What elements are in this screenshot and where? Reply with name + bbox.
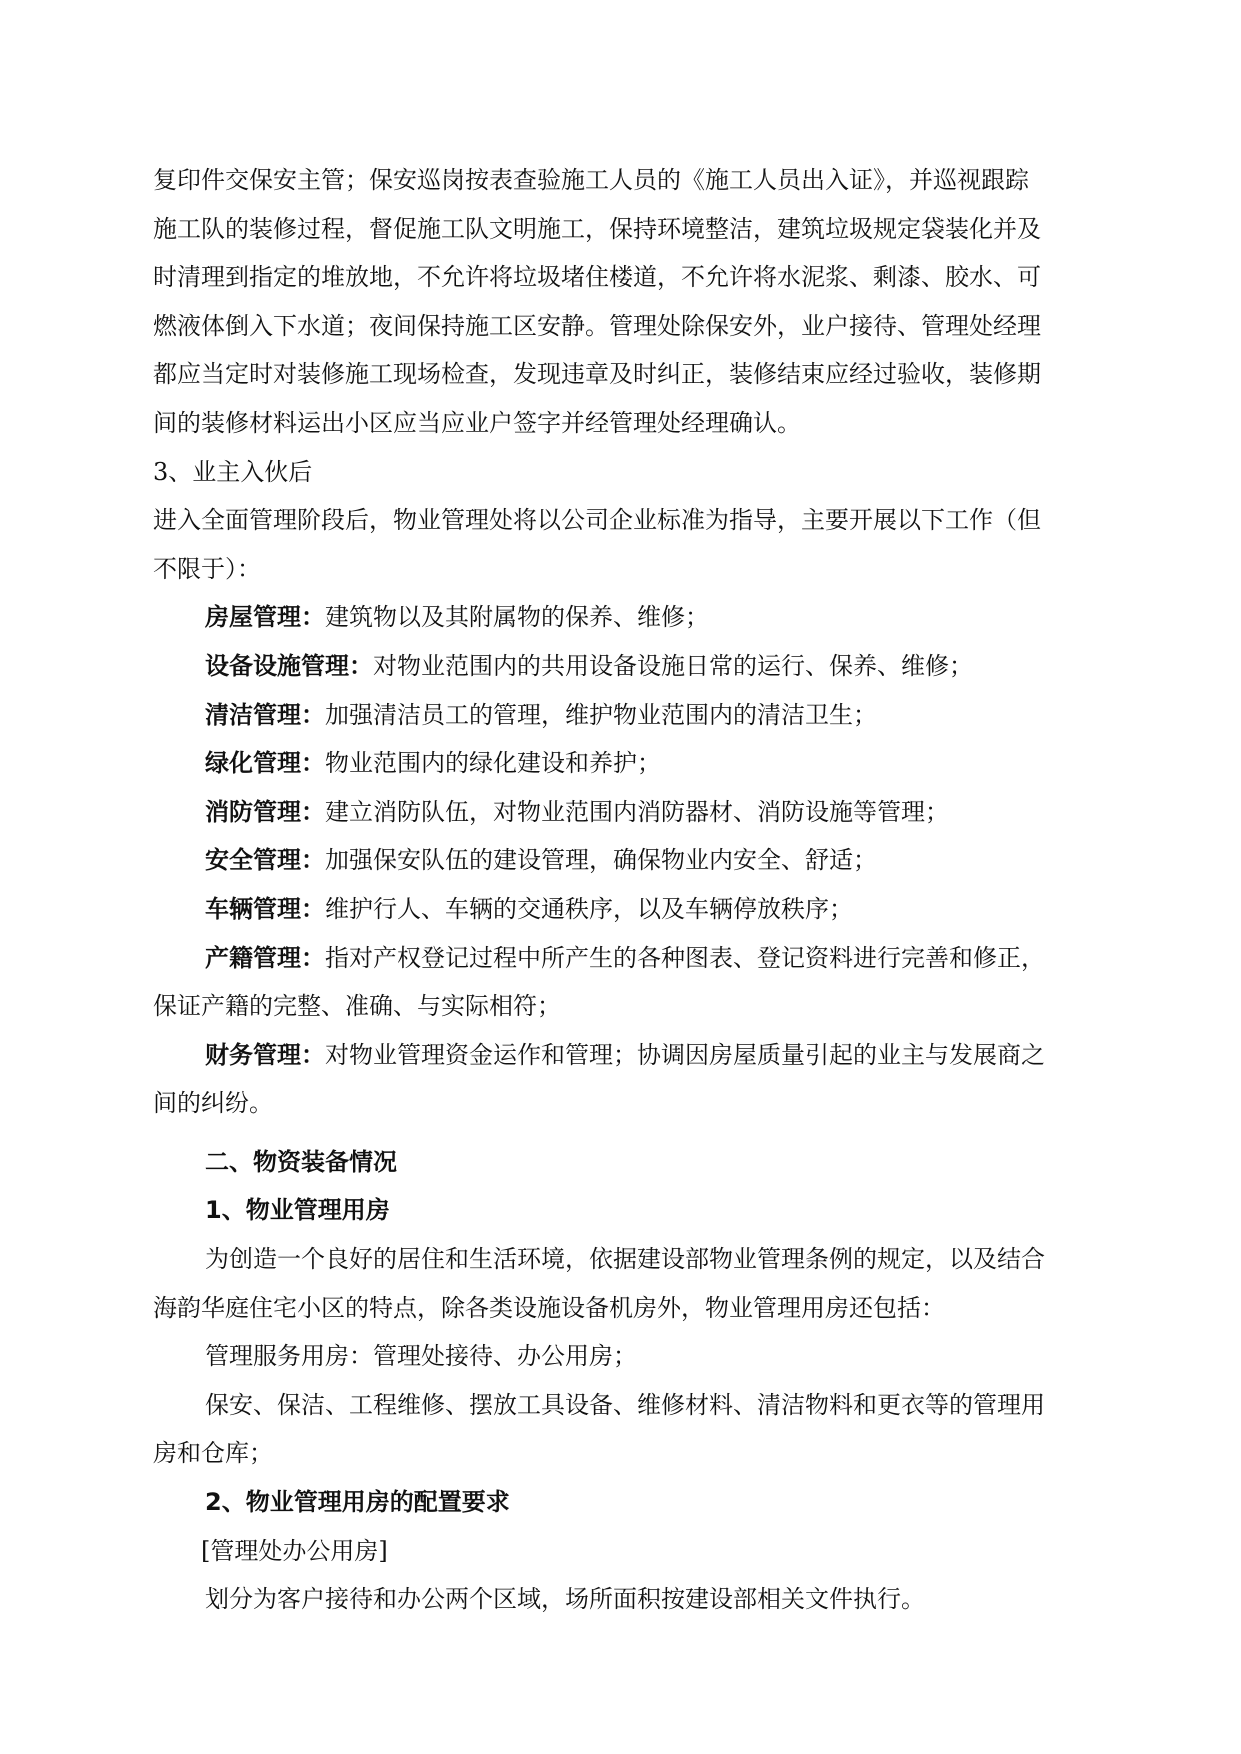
- item-desc-continued: 保证产籍的完整、准确、与实际相符；: [153, 992, 561, 1021]
- list-item-facilities: [153, 642, 1089, 691]
- body-line: 不限于）：: [153, 554, 261, 583]
- item-desc-continued: 间的纠纷。: [153, 1089, 273, 1118]
- list-item-security: [153, 836, 1089, 885]
- item-desc: 加强清洁员工的管理，维护物业范围内的清洁卫生；: [325, 700, 877, 729]
- section-heading-materials: 二、物资装备情况: [205, 1147, 397, 1176]
- body-line: 管理服务用房：管理处接待、办公用房；: [205, 1342, 637, 1371]
- item-term: 设备设施管理：: [205, 651, 373, 680]
- body-line: 时清理到指定的堆放地，不允许将垃圾堵住楼道，不允许将水泥浆、剩漆、胶水、可: [153, 263, 1041, 292]
- body-line: 保安、保洁、工程维修、摆放工具设备、维修材料、清洁物料和更衣等的管理用: [205, 1390, 1045, 1419]
- list-item-finance: [153, 1031, 1089, 1080]
- document-body: [153, 156, 1089, 1624]
- item-term: 房屋管理：: [205, 603, 325, 632]
- body-line: 海韵华庭住宅小区的特点，除各类设施设备机房外，物业管理用房还包括：: [153, 1293, 945, 1322]
- body-line: 都应当定时对装修施工现场检查，发现违章及时纠正，装修结束应经过验收，装修期: [153, 360, 1041, 389]
- list-item-greening: [153, 739, 1089, 788]
- item-desc: 对物业范围内的共用设备设施日常的运行、保养、维修；: [373, 651, 973, 680]
- list-item-housing: [153, 593, 1089, 642]
- body-line: 燃液体倒入下水道；夜间保持施工区安静。管理处除保安外，业户接待、管理处经理: [153, 311, 1041, 340]
- item-term: 清洁管理：: [205, 700, 325, 729]
- item-term: 绿化管理：: [205, 749, 325, 778]
- body-line: 房和仓库；: [153, 1439, 273, 1468]
- section-3-title: 3、业主入伙后: [153, 457, 313, 486]
- item-term: 消防管理：: [205, 797, 325, 826]
- subsection-heading-rooms: 1、物业管理用房: [205, 1196, 390, 1225]
- section-gap: [153, 1128, 1089, 1138]
- item-term: 车辆管理：: [205, 894, 325, 923]
- item-desc: 指对产权登记过程中所产生的各种图表、登记资料进行完善和修正，: [325, 943, 1045, 972]
- item-desc: 物业范围内的绿化建设和养护；: [325, 749, 661, 778]
- item-desc: 建筑物以及其附属物的保养、维修；: [325, 603, 709, 632]
- list-item-cleaning: [153, 691, 1089, 740]
- body-line: 间的装修材料运出小区应当应业户签字并经管理处经理确认。: [153, 408, 801, 437]
- body-line: 进入全面管理阶段后，物业管理处将以公司企业标准为指导，主要开展以下工作（但: [153, 506, 1041, 535]
- subsection-heading-requirements: 2、物业管理用房的配置要求: [205, 1488, 510, 1517]
- list-item-vehicles: [153, 885, 1089, 934]
- body-line: 为创造一个良好的居住和生活环境，依据建设部物业管理条例的规定，以及结合: [205, 1245, 1045, 1274]
- list-item-property-records: [153, 934, 1089, 983]
- item-term: 安全管理：: [205, 846, 325, 875]
- item-desc: 维护行人、车辆的交通秩序，以及车辆停放秩序；: [325, 894, 853, 923]
- item-term: 产籍管理：: [205, 943, 325, 972]
- body-line: 划分为客户接待和办公两个区域，场所面积按建设部相关文件执行。: [205, 1585, 925, 1614]
- office-room-label: [管理处办公用房]: [201, 1536, 388, 1565]
- item-term: 财务管理：: [205, 1040, 325, 1069]
- list-item-fire: [153, 788, 1089, 837]
- body-line: 复印件交保安主管；保安巡岗按表查验施工人员的《施工人员出入证》，并巡视跟踪: [153, 166, 1029, 194]
- item-desc: 加强保安队伍的建设管理，确保物业内安全、舒适；: [325, 846, 877, 875]
- item-desc: 对物业管理资金运作和管理；协调因房屋质量引起的业主与发展商之: [325, 1040, 1045, 1069]
- item-desc: 建立消防队伍，对物业范围内消防器材、消防设施等管理；: [325, 797, 949, 826]
- body-line: 施工队的装修过程，督促施工队文明施工，保持环境整洁，建筑垃圾规定袋装化并及: [153, 214, 1041, 243]
